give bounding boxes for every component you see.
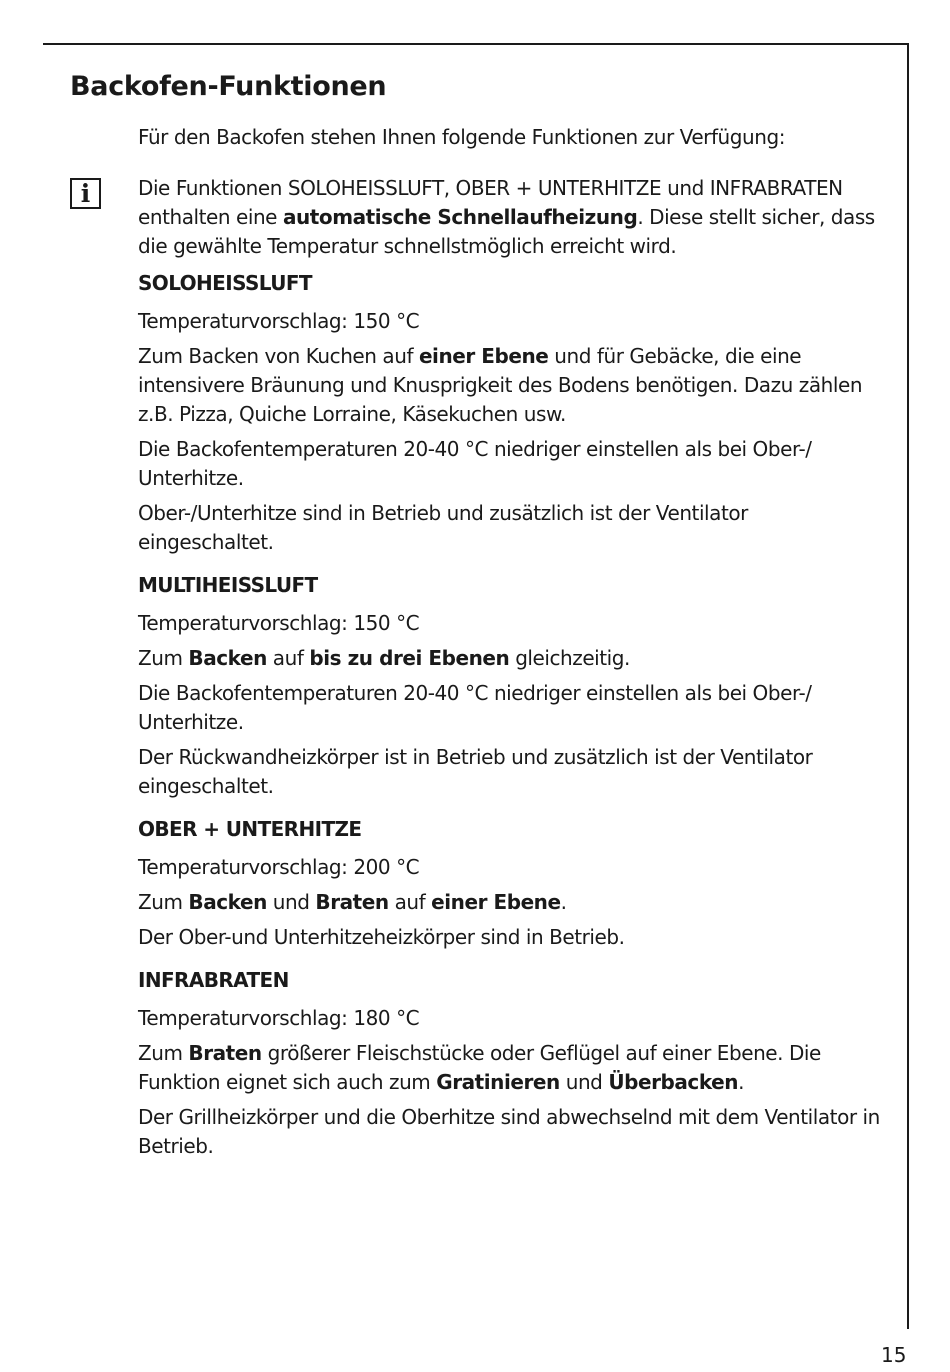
paragraph: Die Backofentemperaturen 20-40 °C niedriger einstellen als bei Ober-/ Unterhitze. <box>138 437 812 490</box>
temperature-suggestion: Temperaturvorschlag: 150 °C <box>138 611 420 635</box>
section-heading-soloheissluft: SOLOHEISSLUFT <box>138 271 312 295</box>
top-rule <box>43 43 909 45</box>
paragraph: Der Rückwandheizkörper ist in Betrieb und zusätzlich ist der Ventilator eingeschaltet. <box>138 745 813 798</box>
intro-text: Für den Backofen stehen Ihnen folgende Funktionen zur Verfügung: <box>138 125 785 149</box>
section-heading-ober-unterhitze: OBER + UNTERHITZE <box>138 817 362 841</box>
paragraph: Zum Backen von Kuchen auf einer Ebene und für Gebäcke, die eine intensivere Bräunung und Knusprigkeit des Bodens benötigen. Dazu zählen z.B. Pizza, Quiche Lorraine, Käsekuchen usw. <box>138 344 863 426</box>
paragraph: Der Grillheizkörper und die Oberhitze sind abwechselnd mit dem Ventilator in Betrieb. <box>138 1105 880 1158</box>
right-rule <box>907 43 909 1329</box>
page-number: 15 <box>881 1343 907 1367</box>
paragraph: Zum Braten größerer Fleischstücke oder Geflügel auf einer Ebene. Die Funktion eignet sich auch zum Gratinieren und Überbacken. <box>138 1041 821 1094</box>
temperature-suggestion: Temperaturvorschlag: 200 °C <box>138 855 420 879</box>
page-content <box>138 123 883 1167</box>
temperature-suggestion: Temperaturvorschlag: 180 °C <box>138 1006 420 1030</box>
paragraph: Der Ober-und Unterhitzeheizkörper sind in Betrieb. <box>138 925 625 949</box>
section-heading-infrabraten: INFRABRATEN <box>138 968 289 992</box>
info-icon: i <box>70 178 101 209</box>
temperature-suggestion: Temperaturvorschlag: 150 °C <box>138 309 420 333</box>
section-heading-multiheissluft: MULTIHEISSLUFT <box>138 573 318 597</box>
info-note: Die Funktionen SOLOHEISSLUFT, OBER + UNTERHITZE und INFRABRATEN enthalten eine automatische Schnellaufheizung. Diese stellt sicher, dass die gewählte Temperatur schnellstmöglich erreicht wird. <box>138 176 875 258</box>
paragraph: Zum Backen auf bis zu drei Ebenen gleichzeitig. <box>138 646 630 670</box>
page-title: Backofen-Funktionen <box>70 71 387 102</box>
paragraph: Ober-/Unterhitze sind in Betrieb und zusätzlich ist der Ventilator eingeschaltet. <box>138 501 748 554</box>
paragraph: Zum Backen und Braten auf einer Ebene. <box>138 890 567 914</box>
paragraph: Die Backofentemperaturen 20-40 °C niedriger einstellen als bei Ober-/ Unterhitze. <box>138 681 812 734</box>
